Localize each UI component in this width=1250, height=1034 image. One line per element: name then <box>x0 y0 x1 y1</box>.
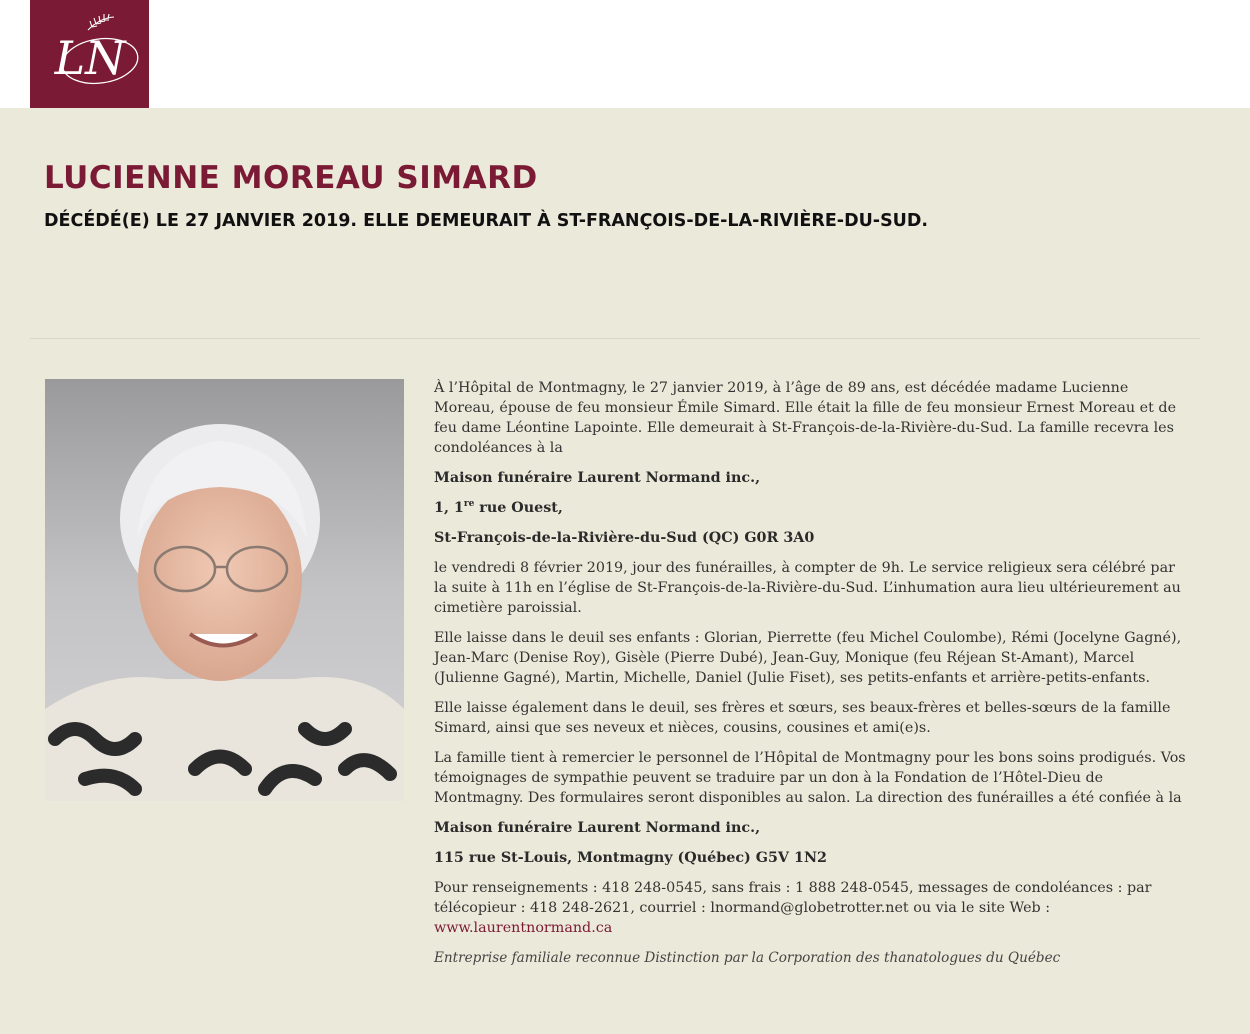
extended-family-paragraph: Elle laisse également dans le deuil, ses frères et sœurs, ses beaux-frères et belles-sœurs de la famille Simard, ainsi que ses neveux et nièces, cousins, cousines et ami(e)s. <box>434 700 1171 736</box>
page-subtitle: DÉCÉDÉ(E) LE 27 JANVIER 2019. ELLE DEMEURAIT À ST-FRANÇOIS-DE-LA-RIVIÈRE-DU-SUD. <box>44 211 929 231</box>
logo-link[interactable] <box>30 0 149 108</box>
funeral-home-name-2: Maison funéraire Laurent Normand inc., <box>434 820 761 836</box>
funeral-home-address-2: 115 rue St-Louis, Montmagny (Québec) G5V 1N2 <box>434 850 827 866</box>
portrait-photo-icon <box>45 379 404 801</box>
service-paragraph: le vendredi 8 février 2019, jour des funérailles, à compter de 9h. Le service religieux sera célébré par la suite à 11h en l’église de St-François-de-la-Rivière-du-Sud. L’inhumation aura lieu ultérieurement au cimetière paroissial. <box>434 560 1181 616</box>
website-link[interactable]: www.laurentnormand.ca <box>434 920 613 936</box>
obituary-text <box>434 378 1190 978</box>
page-title: LUCIENNE MOREAU SIMARD <box>44 160 538 196</box>
distinction-note: Entreprise familiale reconnue Distinction par la Corporation des thanatologues du Québec <box>434 950 1061 966</box>
thanks-paragraph: La famille tient à remercier le personnel de l’Hôpital de Montmagny pour les bons soins prodigués. Vos témoignages de sympathie peuvent se traduire par un don à la Fondation de l’Hôtel-Dieu de Montmagny. Des formulaires seront disponibles au salon. La direction des funérailles a été confiée à la <box>434 750 1186 806</box>
portrait-photo <box>45 379 404 801</box>
address-prefix: 1, 1 <box>434 500 464 516</box>
contact-paragraph <box>434 878 1190 938</box>
address-superscript: re <box>463 499 475 509</box>
divider <box>30 338 1200 339</box>
funeral-home-name: Maison funéraire Laurent Normand inc., <box>434 470 761 486</box>
svg-text:LN: LN <box>54 31 126 85</box>
intro-paragraph: À l’Hôpital de Montmagny, le 27 janvier 2019, à l’âge de 89 ans, est décédée madame Lucienne Moreau, épouse de feu monsieur Émile Simard. Elle était la fille de feu monsieur Ernest Moreau et de feu dame Léontine Lapointe. Elle demeurait à St-François-de-la-Rivière-du-Sud. La famille recevra les condoléances à la <box>434 380 1177 456</box>
contact-text: Pour renseignements : 418 248-0545, sans frais : 1 888 248-0545, messages de condoléances : par télécopieur : 418 248-2621, courriel : lnormand@globetrotter.net ou via le site Web : <box>434 880 1152 916</box>
address-suffix: rue Ouest, <box>474 500 563 516</box>
header-bar <box>0 0 1250 108</box>
ln-logo-icon <box>30 0 149 108</box>
funeral-home-address <box>434 498 1190 518</box>
funeral-home-city: St-François-de-la-Rivière-du-Sud (QC) G0R 3A0 <box>434 530 815 546</box>
family-paragraph: Elle laisse dans le deuil ses enfants : Glorian, Pierrette (feu Michel Coulombe), Rémi (Jocelyne Gagné), Jean-Marc (Denise Roy), Gisèle (Pierre Dubé), Jean-Guy, Monique (feu Réjean St-Amant), Marcel (Julienne Gagné), Martin, Michelle, Daniel (Julie Fiset), ses petits-enfants et arrière-petits-enfants. <box>434 630 1182 686</box>
